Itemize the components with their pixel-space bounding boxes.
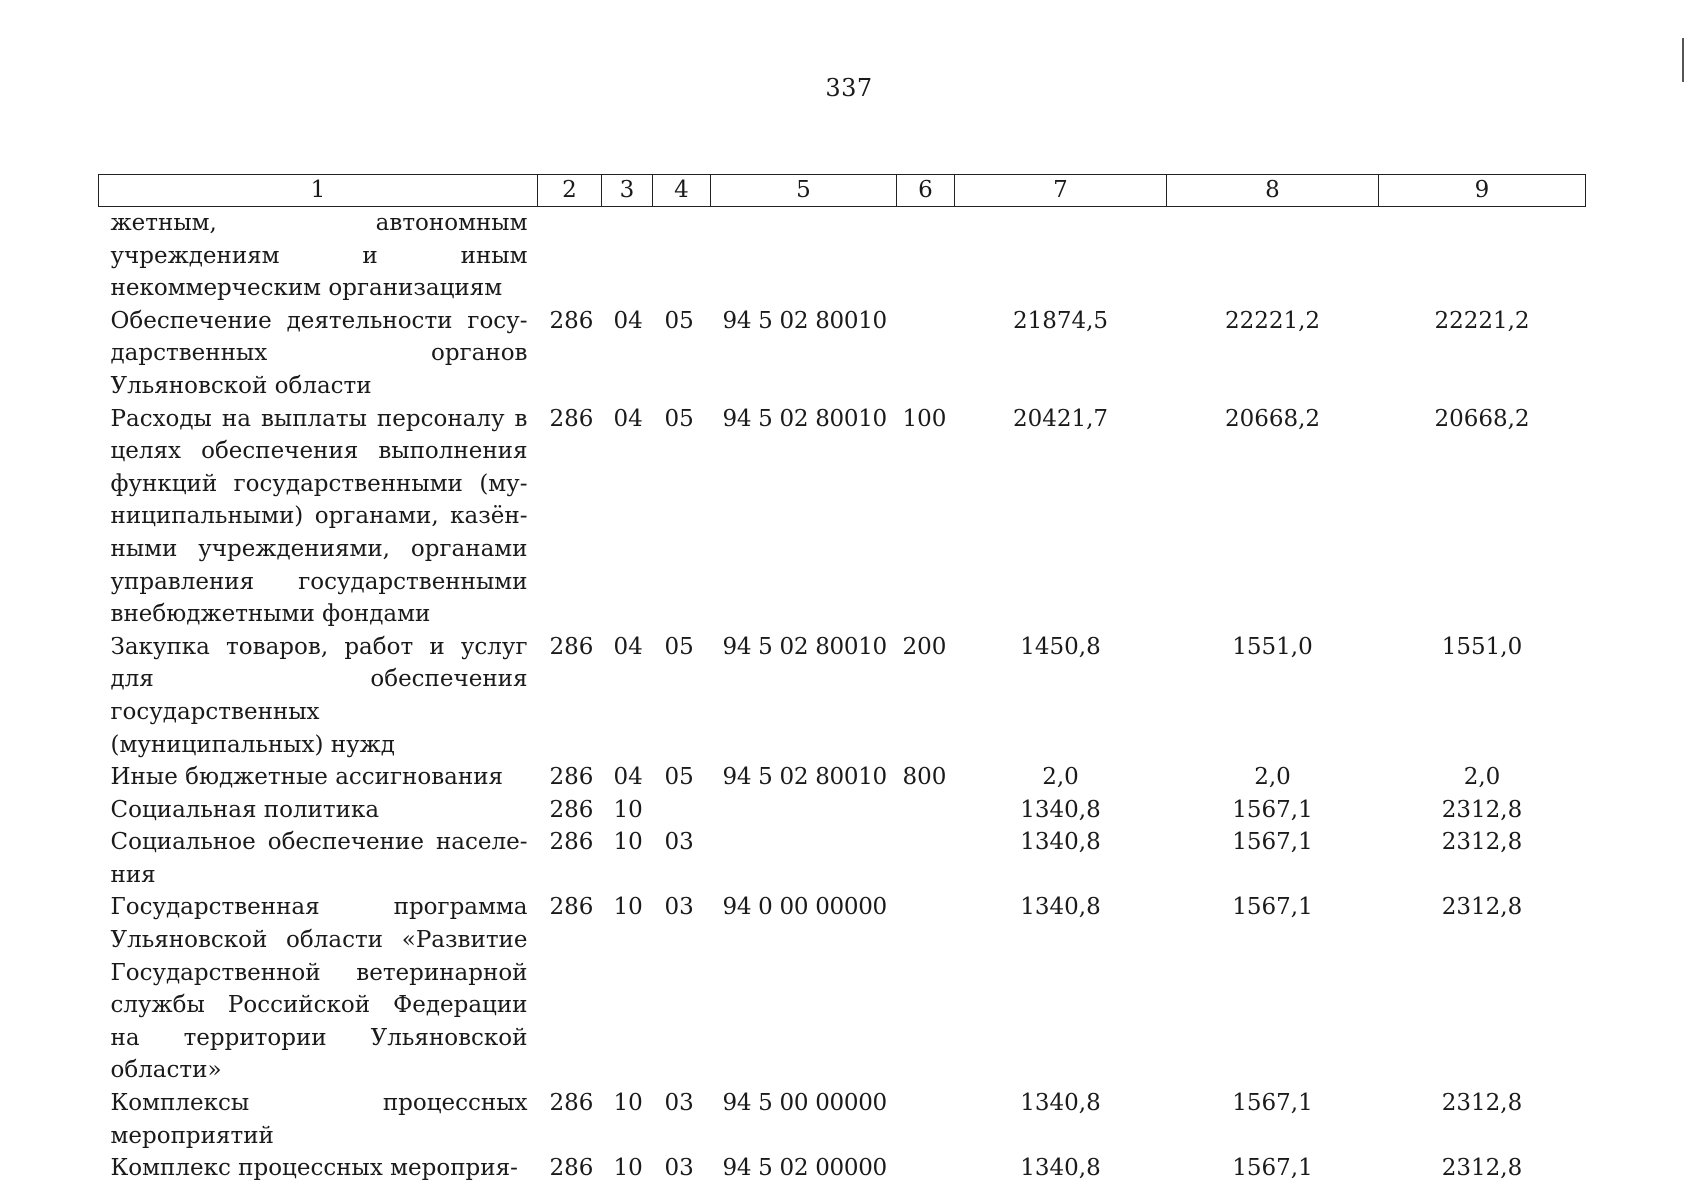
row-name: Комплексы процессных мероприятий bbox=[110, 1090, 528, 1149]
row-expense-type: 100 bbox=[902, 405, 947, 432]
row-section: 04 bbox=[613, 405, 643, 432]
row-value-col-7: 1340,8 bbox=[1020, 829, 1101, 856]
scan-edge-mark bbox=[1682, 38, 1684, 82]
table-body bbox=[99, 207, 1586, 1185]
row-expense-type bbox=[897, 305, 955, 403]
header-row bbox=[99, 175, 1586, 207]
header-col-9: 9 bbox=[1379, 175, 1586, 207]
header-col-2: 2 bbox=[538, 175, 602, 207]
table-header bbox=[99, 175, 1586, 207]
table-row bbox=[99, 207, 1586, 305]
row-value-col-7: 2,0 bbox=[1042, 764, 1079, 791]
row-value-col-9: 20668,2 bbox=[1434, 405, 1530, 432]
row-subsection: 03 bbox=[664, 1090, 694, 1117]
row-subsection: 05 bbox=[664, 633, 694, 660]
row-value-col-7: 1340,8 bbox=[1020, 796, 1101, 823]
row-value-col-8: 1567,1 bbox=[1232, 796, 1313, 823]
header-col-8: 8 bbox=[1167, 175, 1379, 207]
header-col-3: 3 bbox=[602, 175, 653, 207]
row-expense-type bbox=[897, 207, 955, 305]
header-col-7: 7 bbox=[955, 175, 1167, 207]
row-subsection: 05 bbox=[664, 405, 694, 432]
row-value-col-7: 21874,5 bbox=[1012, 307, 1109, 334]
row-grbs: 286 bbox=[549, 405, 594, 432]
table-row bbox=[99, 1152, 1586, 1185]
row-value-col-9: 2312,8 bbox=[1441, 894, 1523, 921]
row-name: Социальное обеспечение населения bbox=[110, 829, 528, 888]
row-section: 10 bbox=[613, 894, 643, 921]
row-target-article: 94 5 02 80010 bbox=[722, 307, 887, 334]
row-target-article: 94 0 00 00000 bbox=[722, 894, 887, 921]
row-value-col-7 bbox=[955, 207, 1167, 305]
row-value-col-9: 1551,0 bbox=[1441, 633, 1523, 660]
row-value-col-9: 2312,8 bbox=[1441, 796, 1523, 823]
row-target-article: 94 5 00 00000 bbox=[722, 1090, 887, 1117]
row-subsection: 05 bbox=[664, 307, 694, 334]
row-section: 10 bbox=[613, 796, 643, 823]
row-section: 04 bbox=[613, 764, 643, 791]
row-expense-type bbox=[897, 794, 955, 827]
row-grbs: 286 bbox=[549, 764, 594, 791]
row-expense-type bbox=[897, 826, 955, 891]
row-name: Иные бюджетные ассигнования bbox=[110, 764, 504, 791]
table-row bbox=[99, 631, 1586, 761]
row-section: 10 bbox=[613, 1090, 643, 1117]
table-row bbox=[99, 305, 1586, 403]
row-value-col-9: 22221,2 bbox=[1434, 307, 1530, 334]
row-grbs: 286 bbox=[549, 829, 594, 856]
row-name: Обеспечение деятельности государственных органов Ульяновской области bbox=[110, 307, 528, 399]
table-row bbox=[99, 403, 1586, 631]
row-subsection: 03 bbox=[664, 1155, 694, 1182]
row-value-col-8: 1567,1 bbox=[1232, 829, 1313, 856]
row-subsection bbox=[653, 794, 711, 827]
row-name: Социальная политика bbox=[110, 796, 380, 823]
row-grbs: 286 bbox=[549, 894, 594, 921]
header-col-5: 5 bbox=[711, 175, 897, 207]
row-expense-type bbox=[897, 1087, 955, 1152]
row-expense-type bbox=[897, 1152, 955, 1185]
row-value-col-8 bbox=[1167, 207, 1379, 305]
row-grbs: 286 bbox=[549, 796, 594, 823]
header-col-4: 4 bbox=[653, 175, 711, 207]
budget-table bbox=[98, 174, 1586, 1185]
row-value-col-7: 1450,8 bbox=[1020, 633, 1101, 660]
row-target-article: 94 5 02 00000 bbox=[722, 1155, 887, 1182]
page-number: 337 bbox=[825, 74, 873, 102]
table-row bbox=[99, 1087, 1586, 1152]
table-row bbox=[99, 761, 1586, 794]
row-subsection: 05 bbox=[664, 764, 694, 791]
row-value-col-9 bbox=[1379, 207, 1586, 305]
row-value-col-7: 1340,8 bbox=[1020, 1155, 1101, 1182]
row-name: Комплекс процессных мероприя- bbox=[110, 1155, 518, 1182]
row-target-article: 94 5 02 80010 bbox=[722, 633, 887, 660]
row-value-col-9: 2312,8 bbox=[1441, 829, 1523, 856]
row-section: 04 bbox=[613, 633, 643, 660]
row-value-col-8: 20668,2 bbox=[1224, 405, 1321, 432]
row-value-col-8: 1551,0 bbox=[1232, 633, 1313, 660]
row-grbs: 286 bbox=[549, 1090, 594, 1117]
row-value-col-8: 1567,1 bbox=[1232, 1090, 1313, 1117]
row-section: 04 bbox=[613, 307, 643, 334]
row-value-col-8: 1567,1 bbox=[1232, 1155, 1313, 1182]
row-value-col-9: 2312,8 bbox=[1441, 1090, 1523, 1117]
row-name: Закупка товаров, работ и услуг для обеспечения государственных (муниципальных) нужд bbox=[110, 633, 528, 758]
row-value-col-8: 22221,2 bbox=[1224, 307, 1321, 334]
row-section: 10 bbox=[613, 829, 643, 856]
row-section: 10 bbox=[613, 1155, 643, 1182]
row-value-col-7: 20421,7 bbox=[1012, 405, 1109, 432]
row-grbs: 286 bbox=[549, 1155, 594, 1182]
header-col-6: 6 bbox=[897, 175, 955, 207]
row-value-col-9: 2312,8 bbox=[1441, 1155, 1523, 1182]
row-grbs: 286 bbox=[549, 307, 594, 334]
row-expense-type bbox=[897, 891, 955, 1087]
row-target-article: 94 5 02 80010 bbox=[722, 405, 887, 432]
row-value-col-8: 1567,1 bbox=[1232, 894, 1313, 921]
row-subsection: 03 bbox=[664, 829, 694, 856]
row-expense-type: 800 bbox=[902, 764, 947, 791]
row-target-article: 94 5 02 80010 bbox=[722, 764, 887, 791]
row-target-article bbox=[711, 794, 897, 827]
table-row bbox=[99, 891, 1586, 1087]
row-expense-type: 200 bbox=[902, 633, 947, 660]
row-subsection: 03 bbox=[664, 894, 694, 921]
row-target-article bbox=[711, 207, 897, 305]
row-subsection bbox=[653, 207, 711, 305]
row-name: Государственная программа Ульяновской области «Развитие Государственной ветеринарной службы Российской Федерации на территории Ульяновской области» bbox=[110, 894, 528, 1084]
row-section bbox=[602, 207, 653, 305]
table-row bbox=[99, 794, 1586, 827]
row-grbs: 286 bbox=[549, 633, 594, 660]
row-name: жетным, автономным учреждениям и иным некоммерческим организациям bbox=[110, 210, 528, 302]
row-value-col-7: 1340,8 bbox=[1020, 1090, 1101, 1117]
header-col-1: 1 bbox=[99, 175, 538, 207]
row-value-col-8: 2,0 bbox=[1254, 764, 1291, 791]
row-value-col-9: 2,0 bbox=[1463, 764, 1501, 791]
row-value-col-7: 1340,8 bbox=[1020, 894, 1101, 921]
table-row bbox=[99, 826, 1586, 891]
row-name: Расходы на выплаты персоналу в целях обеспечения выполнения функций государственными (муниципальными) органами, казёнными учреждениями, органами управления государственными внебюджетными фондами bbox=[110, 405, 528, 628]
row-target-article bbox=[711, 826, 897, 891]
row-grbs bbox=[538, 207, 602, 305]
